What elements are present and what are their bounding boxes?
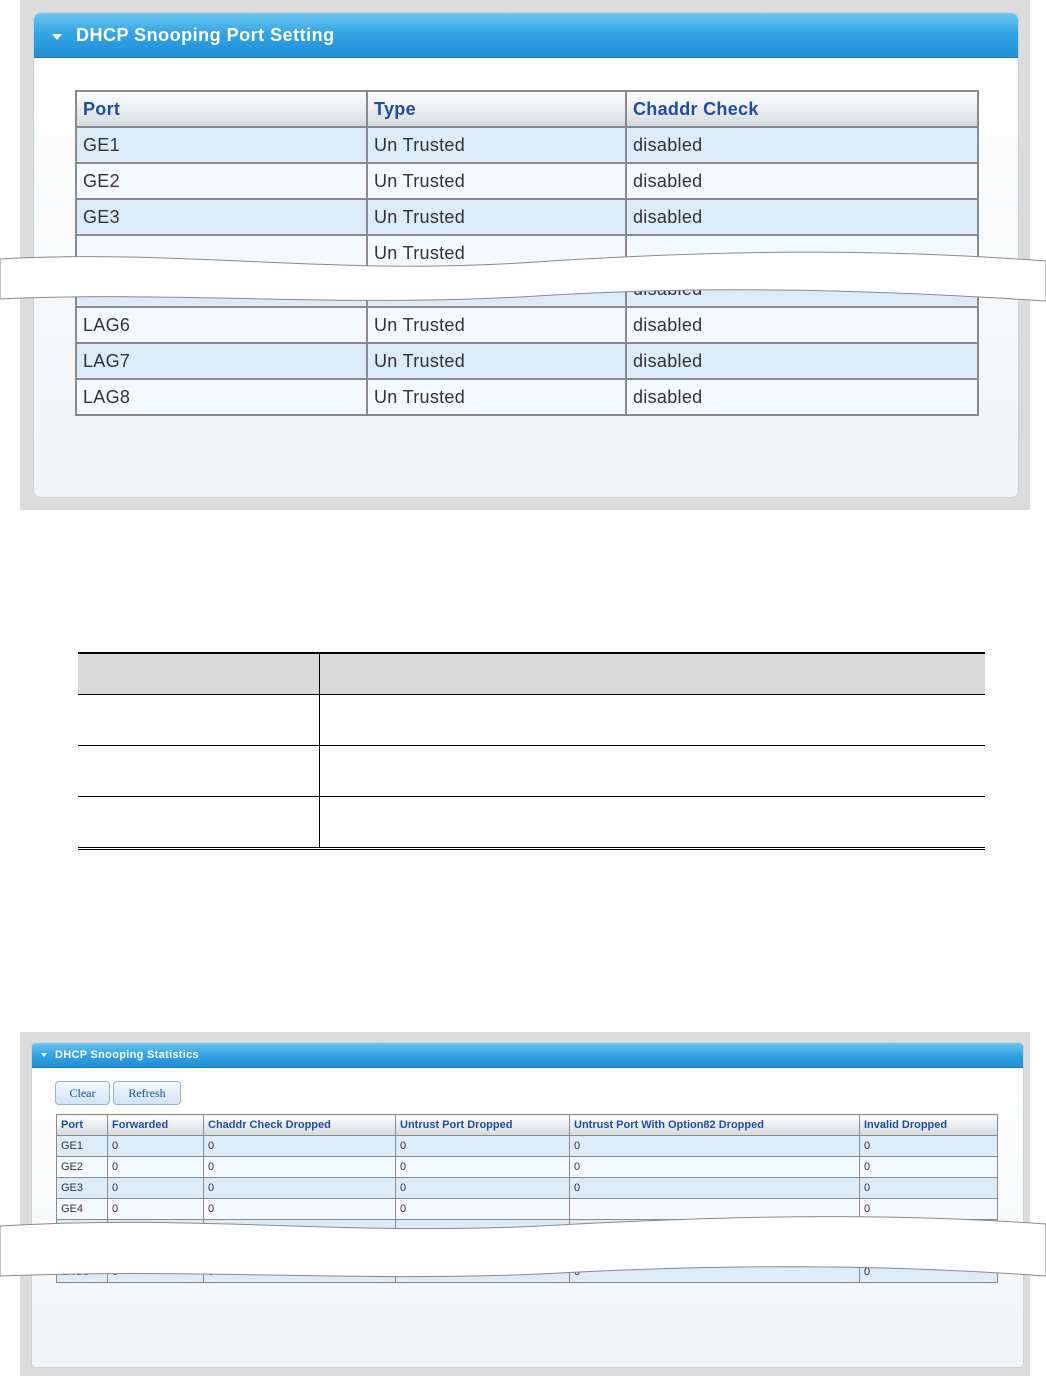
table-cell: 0 (570, 1136, 860, 1157)
table-cell: 0 (860, 1178, 998, 1199)
column-header-chaddr-check-dropped: Chaddr Check Dropped (204, 1115, 396, 1136)
table-row[interactable] (76, 307, 978, 343)
statistics-header[interactable] (32, 1043, 1023, 1068)
table-cell: 0 (570, 1157, 860, 1178)
chaddr-cell: disabled (626, 199, 978, 235)
port-cell: LAG7 (76, 343, 367, 379)
table-cell: 0 (396, 1178, 570, 1199)
panel-title: DHCP Snooping Port Setting (76, 25, 335, 45)
table-cell (78, 746, 319, 797)
table-header-row (76, 91, 978, 127)
panel-title: DHCP Snooping Statistics (55, 1049, 199, 1061)
port-cell: GE1 (76, 127, 367, 163)
table-cell: 0 (108, 1157, 204, 1178)
column-header-forwarded: Forwarded (108, 1115, 204, 1136)
description-table (78, 652, 985, 850)
table-cell: 0 (108, 1199, 204, 1220)
column-header-type: Type (367, 91, 626, 127)
table-cell: 0 (108, 1178, 204, 1199)
table-row[interactable] (76, 199, 978, 235)
chaddr-cell: disabled (626, 379, 978, 415)
column-header-chaddr-check: Chaddr Check (626, 91, 978, 127)
type-cell: Un Trusted (367, 163, 626, 199)
column-header-untrust-port-dropped: Untrust Port Dropped (396, 1115, 570, 1136)
port-cell: GE2 (76, 163, 367, 199)
table-cell: GE4 (57, 1199, 108, 1220)
object-header (78, 653, 319, 695)
table-header-row (78, 653, 985, 695)
table-cell (319, 695, 985, 746)
torn-page-break (0, 245, 1046, 307)
table-cell: GE3 (57, 1178, 108, 1199)
table-row[interactable] (76, 163, 978, 199)
table-cell: 0 (570, 1178, 860, 1199)
table-cell (319, 746, 985, 797)
port-cell: GE3 (76, 199, 367, 235)
collapse-caret-icon[interactable] (41, 1053, 47, 1057)
type-cell: Un Trusted (367, 307, 626, 343)
type-cell: Un Trusted (367, 379, 626, 415)
table-cell (78, 695, 319, 746)
table-cell: GE1 (57, 1136, 108, 1157)
type-cell: Un Trusted (367, 127, 626, 163)
table-row (78, 695, 985, 746)
torn-page-break (0, 1212, 1046, 1282)
table-cell: 0 (204, 1136, 396, 1157)
table-cell: 0 (396, 1157, 570, 1178)
table-cell (319, 797, 985, 849)
type-cell: Un Trusted (367, 199, 626, 235)
clear-button[interactable]: Clear (55, 1081, 110, 1105)
table-cell (78, 797, 319, 849)
table-cell: 0 (860, 1262, 998, 1283)
port-cell: LAG8 (76, 379, 367, 415)
column-header-port: Port (57, 1115, 108, 1136)
table-cell: 0 (396, 1199, 570, 1220)
refresh-button[interactable]: Refresh (113, 1081, 181, 1105)
table-row (78, 797, 985, 849)
table-cell: 0 (204, 1157, 396, 1178)
table-cell: 0 (108, 1136, 204, 1157)
chaddr-cell: disabled (626, 307, 978, 343)
chaddr-cell: disabled (626, 163, 978, 199)
table-cell: 0 (860, 1157, 998, 1178)
type-cell: Un Trusted (367, 343, 626, 379)
table-cell: 0 (204, 1178, 396, 1199)
chaddr-cell: disabled (626, 127, 978, 163)
table-cell: GE2 (57, 1157, 108, 1178)
table-row[interactable] (57, 1136, 998, 1157)
table-row[interactable] (76, 343, 978, 379)
collapse-caret-icon[interactable] (52, 34, 62, 40)
type-cell: Un Trusted (367, 235, 626, 271)
port-cell: LAG6 (76, 307, 367, 343)
table-row[interactable] (57, 1178, 998, 1199)
table-cell: 0 (396, 1136, 570, 1157)
column-header-invalid-dropped: Invalid Dropped (860, 1115, 998, 1136)
table-cell: 0 (860, 1136, 998, 1157)
port-setting-header[interactable] (34, 13, 1018, 58)
table-cell: 0 (860, 1199, 998, 1220)
description-header (319, 653, 985, 695)
column-header-option82-dropped: Untrust Port With Option82 Dropped (570, 1115, 860, 1136)
chaddr-cell: disabled (626, 343, 978, 379)
table-row[interactable] (57, 1157, 998, 1178)
column-header-port: Port (76, 91, 367, 127)
table-cell: 0 (204, 1199, 396, 1220)
table-header-row (57, 1115, 998, 1136)
table-row[interactable] (76, 127, 978, 163)
table-row[interactable] (76, 379, 978, 415)
table-row (78, 746, 985, 797)
